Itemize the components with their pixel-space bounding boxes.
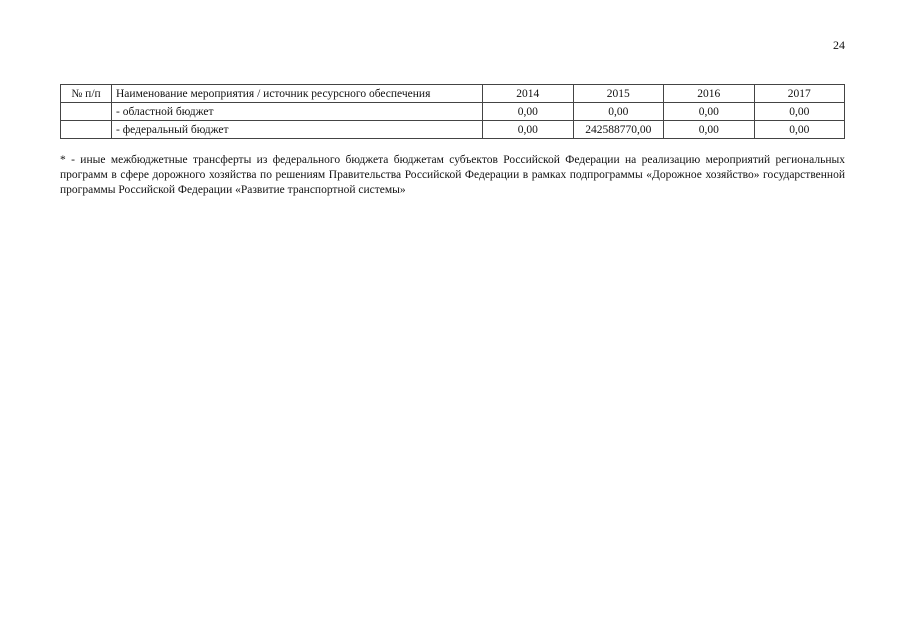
footnote: * - иные межбюджетные трансферты из федерального бюджета бюджетам субъектов Российской Федерации на реализацию мероприятий региональных программ в сфере дорожного хозяйства по решениям Правительства Российской Федерации в рамках подпрограммы «Дорожное хозяйство» государственной программы Российской Федерации «Развитие транспортной системы» [60, 154, 845, 196]
budget-table [60, 84, 845, 139]
header-year-2014: 2014 [483, 85, 574, 103]
table-row-regional-budget [61, 103, 845, 121]
value-cell-2015: 242588770,00 [573, 121, 664, 139]
table-row-federal-budget [61, 121, 845, 139]
row-number-cell [61, 103, 112, 121]
header-number: № п/п [61, 85, 112, 103]
value-cell-2017: 0,00 [754, 103, 845, 121]
value-cell-2015: 0,00 [573, 103, 664, 121]
page-number: 24 [833, 38, 845, 52]
row-number-cell [61, 121, 112, 139]
header-name: Наименование мероприятия / источник ресурсного обеспечения [112, 85, 483, 103]
value-cell-2016: 0,00 [664, 121, 755, 139]
value-cell-2014: 0,00 [483, 103, 574, 121]
header-year-2017: 2017 [754, 85, 845, 103]
value-cell-2014: 0,00 [483, 121, 574, 139]
value-cell-2016: 0,00 [664, 103, 755, 121]
row-name-cell: - федеральный бюджет [112, 121, 483, 139]
row-name-cell: - областной бюджет [112, 103, 483, 121]
header-year-2016: 2016 [664, 85, 755, 103]
value-cell-2017: 0,00 [754, 121, 845, 139]
table-header-row [61, 85, 845, 103]
header-year-2015: 2015 [573, 85, 664, 103]
